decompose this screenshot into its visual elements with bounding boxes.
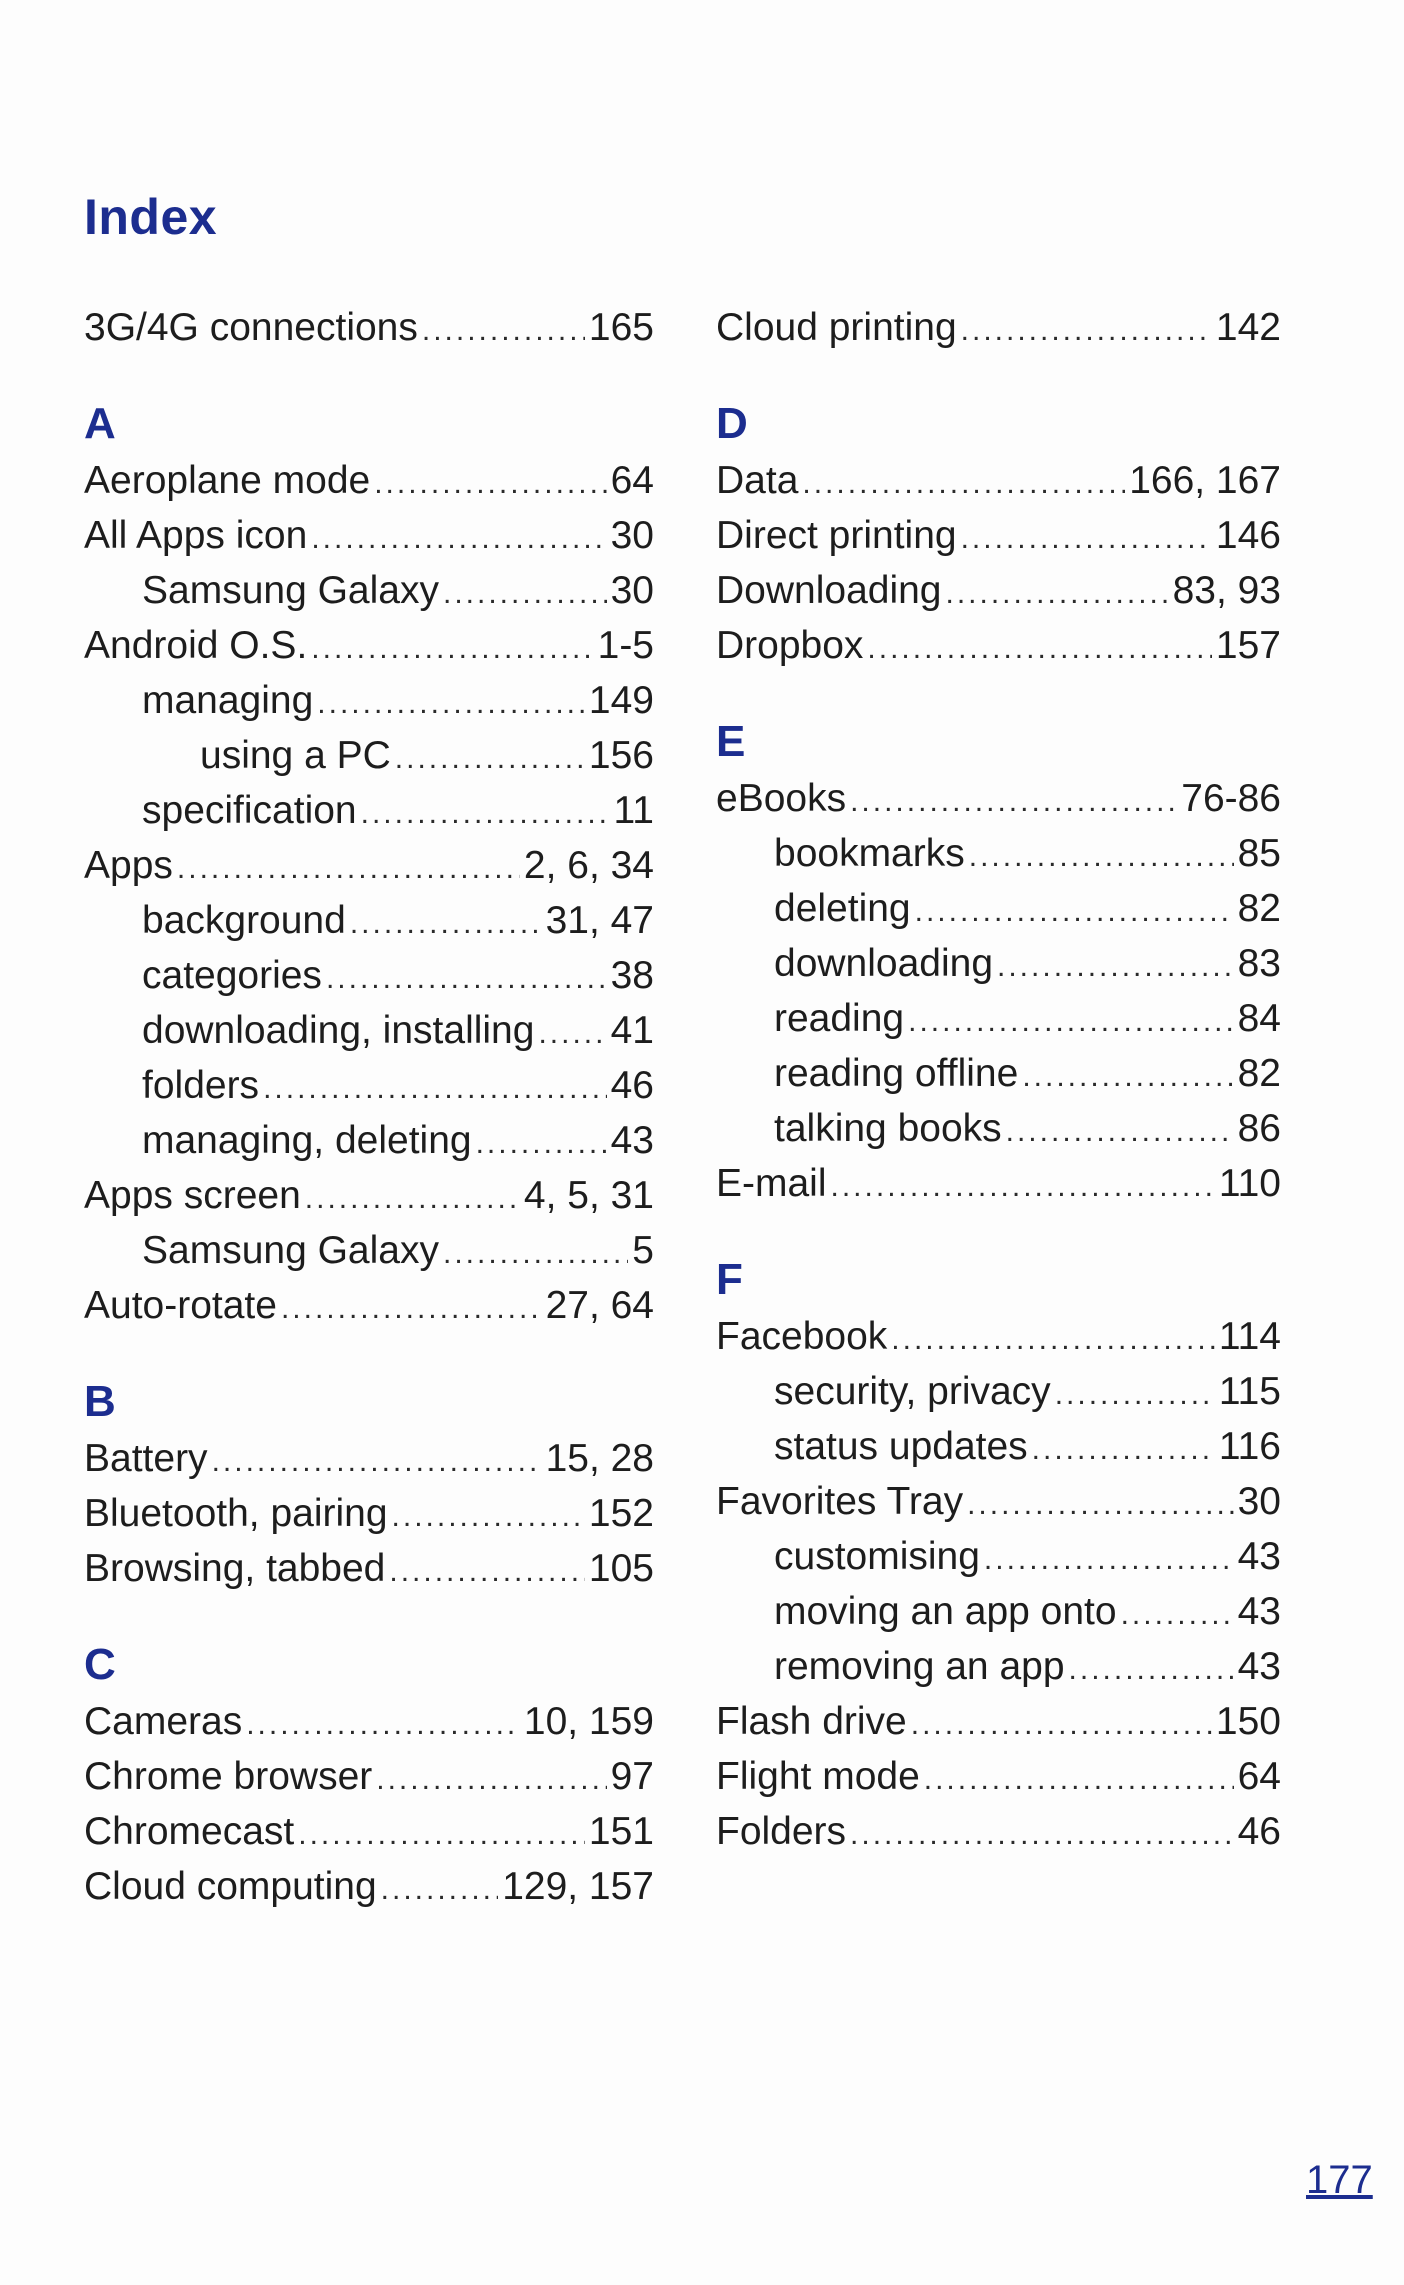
index-term: Flash drive (716, 1700, 907, 1743)
index-term: deleting (774, 887, 911, 930)
index-entry (84, 300, 654, 355)
dot-leader (831, 1159, 1215, 1214)
index-term: All Apps icon (84, 514, 308, 557)
dot-leader (538, 1006, 606, 1061)
index-page-ref: 82 (1237, 887, 1281, 930)
dot-leader (850, 774, 1177, 829)
dot-leader (891, 1312, 1215, 1367)
dot-leader (381, 1862, 499, 1917)
index-page-ref: 4, 5, 31 (523, 1174, 654, 1217)
dot-leader (924, 1752, 1234, 1807)
dot-leader (263, 1061, 607, 1116)
dot-leader (298, 1807, 585, 1862)
index-term: status updates (774, 1425, 1028, 1468)
index-page-ref: 38 (610, 954, 654, 997)
index-term: Data (716, 459, 799, 502)
index-term: reading (774, 997, 905, 1040)
dot-leader (961, 511, 1212, 566)
index-entry (84, 893, 654, 948)
dot-leader (1006, 1104, 1234, 1159)
index-term: Browsing, tabbed (84, 1547, 386, 1590)
index-page-ref: 43 (1237, 1645, 1281, 1688)
index-term: Favorites Tray (716, 1480, 964, 1523)
dot-leader (311, 621, 593, 676)
section-letter: B (84, 1377, 116, 1426)
index-term: Cloud printing (716, 306, 957, 349)
dot-leader (305, 1171, 520, 1226)
index-page-ref: 43 (1237, 1535, 1281, 1578)
index-page-ref: 10, 159 (523, 1700, 654, 1743)
index-page-ref: 146 (1215, 514, 1281, 557)
index-entry (84, 1058, 654, 1113)
index-page-ref: 30 (610, 569, 654, 612)
index-entry (84, 1113, 654, 1168)
index-term: reading offline (774, 1052, 1019, 1095)
index-entry (84, 728, 654, 783)
dot-leader (246, 1697, 520, 1752)
index-entry (84, 673, 654, 728)
index-page-ref: 115 (1218, 1370, 1281, 1413)
index-page-ref: 43 (1237, 1590, 1281, 1633)
index-term: Aeroplane mode (84, 459, 371, 502)
dot-leader (967, 1477, 1234, 1532)
index-term: Chromecast (84, 1810, 295, 1853)
dot-leader (350, 896, 542, 951)
dot-leader (911, 1697, 1212, 1752)
index-page-ref: 5 (632, 1229, 654, 1272)
index-entry (84, 1278, 654, 1333)
index-page-ref: 142 (1215, 306, 1281, 349)
index-term: categories (142, 954, 322, 997)
section-letter: F (716, 1255, 743, 1304)
index-entry (716, 1474, 1281, 1529)
index-entry (84, 1859, 654, 1914)
index-term: Samsung Galaxy (142, 569, 439, 612)
index-page-ref: 156 (588, 734, 654, 777)
index-term: E-mail (716, 1162, 827, 1205)
index-entry (84, 618, 654, 673)
index-page-ref: 76-86 (1181, 777, 1281, 820)
dot-leader (1121, 1587, 1234, 1642)
index-entry (716, 991, 1281, 1046)
index-entry (84, 948, 654, 1003)
index-term: Dropbox (716, 624, 864, 667)
page-number: 177 (1306, 2158, 1373, 2202)
index-entry (84, 1168, 654, 1223)
index-page-ref: 110 (1218, 1162, 1281, 1205)
index-entry (84, 1749, 654, 1804)
dot-leader (1022, 1049, 1233, 1104)
dot-leader (422, 303, 585, 358)
index-term: Cloud computing (84, 1865, 377, 1908)
index-term: downloading, installing (142, 1009, 535, 1052)
index-page-ref: 83 (1237, 942, 1281, 985)
index-term: using a PC (200, 734, 391, 777)
index-term: Apps screen (84, 1174, 301, 1217)
index-page-ref: 83, 93 (1172, 569, 1281, 612)
dot-leader (392, 1489, 585, 1544)
index-entry (84, 508, 654, 563)
index-entry (716, 1749, 1281, 1804)
index-page-ref: 152 (588, 1492, 654, 1535)
index-entry (716, 453, 1281, 508)
index-entry (716, 508, 1281, 563)
index-term: Direct printing (716, 514, 957, 557)
index-term: Facebook (716, 1315, 888, 1358)
index-page-ref: 166, 167 (1129, 459, 1281, 502)
index-page-ref: 157 (1215, 624, 1281, 667)
index-page-ref: 82 (1237, 1052, 1281, 1095)
index-column-right (716, 300, 1281, 1859)
index-page-ref: 150 (1215, 1700, 1281, 1743)
section-letter: A (84, 399, 116, 448)
index-entry (84, 563, 654, 618)
dot-leader (997, 939, 1234, 994)
dot-leader (374, 456, 606, 511)
index-page-ref: 2, 6, 34 (523, 844, 654, 887)
index-page-ref: 41 (610, 1009, 654, 1052)
index-entry (716, 771, 1281, 826)
dot-leader (443, 566, 607, 621)
dot-leader (946, 566, 1169, 621)
dot-leader (1055, 1367, 1215, 1422)
index-entry (716, 936, 1281, 991)
dot-leader (361, 786, 610, 841)
dot-leader (376, 1752, 606, 1807)
index-term: Bluetooth, pairing (84, 1492, 388, 1535)
dot-leader (281, 1281, 542, 1336)
dot-leader (326, 951, 607, 1006)
index-page-ref: 151 (588, 1810, 654, 1853)
index-entry (84, 1804, 654, 1859)
index-term: Flight mode (716, 1755, 920, 1798)
index-term: Samsung Galaxy (142, 1229, 439, 1272)
index-entry (716, 1309, 1281, 1364)
dot-leader (908, 994, 1234, 1049)
dot-leader (389, 1544, 585, 1599)
index-term: downloading (774, 942, 994, 985)
index-page-ref: 165 (588, 306, 654, 349)
section-letter: E (716, 717, 746, 766)
index-term: Battery (84, 1437, 208, 1480)
index-term: customising (774, 1535, 980, 1578)
index-entry (716, 1364, 1281, 1419)
index-term: talking books (774, 1107, 1002, 1150)
index-entry (716, 1804, 1281, 1859)
dot-leader (212, 1434, 542, 1489)
index-page-ref: 97 (610, 1755, 654, 1798)
index-entry (84, 838, 654, 893)
index-term: folders (142, 1064, 260, 1107)
index-entry (84, 1694, 654, 1749)
index-page-ref: 30 (1237, 1480, 1281, 1523)
dot-leader (961, 303, 1212, 358)
dot-leader (1032, 1422, 1215, 1477)
dot-leader (969, 829, 1234, 884)
index-term: Auto-rotate (84, 1284, 277, 1327)
index-term: bookmarks (774, 832, 965, 875)
index-page-ref: 86 (1237, 1107, 1281, 1150)
index-entry (716, 881, 1281, 936)
index-page-ref: 46 (610, 1064, 654, 1107)
index-entry (716, 1101, 1281, 1156)
index-page-ref: 85 (1237, 832, 1281, 875)
index-entry (84, 1003, 654, 1058)
dot-leader (850, 1807, 1234, 1862)
index-entry (716, 1156, 1281, 1211)
index-term: Chrome browser (84, 1755, 373, 1798)
index-term: background (142, 899, 346, 942)
index-entry (84, 1431, 654, 1486)
page-title: Index (84, 189, 218, 245)
index-entry (716, 1584, 1281, 1639)
index-page-ref: 129, 157 (502, 1865, 654, 1908)
index-page-ref: 105 (588, 1547, 654, 1590)
index-term: eBooks (716, 777, 847, 820)
dot-leader (802, 456, 1125, 511)
index-entry (84, 1541, 654, 1596)
index-term: Android O.S. (84, 624, 308, 667)
index-page-ref: 27, 64 (545, 1284, 654, 1327)
index-page-ref: 64 (1237, 1755, 1281, 1798)
index-column-left (84, 300, 654, 1914)
section-letter: D (716, 399, 748, 448)
index-page-ref: 46 (1237, 1810, 1281, 1853)
index-page-ref: 149 (588, 679, 654, 722)
dot-leader (1069, 1642, 1234, 1697)
index-page-ref: 30 (610, 514, 654, 557)
index-page-ref: 31, 47 (545, 899, 654, 942)
index-page-ref: 84 (1237, 997, 1281, 1040)
index-entry (716, 826, 1281, 881)
dot-leader (443, 1226, 628, 1281)
index-term: moving an app onto (774, 1590, 1117, 1633)
index-entry (84, 453, 654, 508)
index-entry (716, 300, 1281, 355)
index-term: Cameras (84, 1700, 243, 1743)
dot-leader (867, 621, 1212, 676)
index-entry (716, 1046, 1281, 1101)
index-page-ref: 116 (1218, 1425, 1281, 1468)
section-letter: C (84, 1640, 116, 1689)
dot-leader (395, 731, 585, 786)
index-page-ref: 43 (610, 1119, 654, 1162)
dot-leader (915, 884, 1234, 939)
index-entry (716, 618, 1281, 673)
dot-leader (476, 1116, 607, 1171)
dot-leader (317, 676, 585, 731)
index-page-ref: 64 (610, 459, 654, 502)
dot-leader (311, 511, 606, 566)
index-term: Apps (84, 844, 173, 887)
index-term: 3G/4G connections (84, 306, 418, 349)
index-entry (716, 563, 1281, 618)
index-entry (84, 1486, 654, 1541)
index-entry (84, 783, 654, 838)
index-term: security, privacy (774, 1370, 1051, 1413)
index-entry (716, 1529, 1281, 1584)
dot-leader (984, 1532, 1234, 1587)
index-term: removing an app (774, 1645, 1065, 1688)
index-page-ref: 15, 28 (545, 1437, 654, 1480)
index-term: Downloading (716, 569, 942, 612)
dot-leader (177, 841, 520, 896)
index-page-ref: 114 (1218, 1315, 1281, 1358)
index-term: specification (142, 789, 357, 832)
index-term: Folders (716, 1810, 847, 1853)
index-page-ref: 11 (613, 789, 654, 832)
index-entry (716, 1639, 1281, 1694)
index-entry (716, 1419, 1281, 1474)
index-term: managing, deleting (142, 1119, 472, 1162)
index-term: managing (142, 679, 314, 722)
index-page-ref: 1-5 (597, 624, 654, 667)
index-entry (716, 1694, 1281, 1749)
index-entry (84, 1223, 654, 1278)
